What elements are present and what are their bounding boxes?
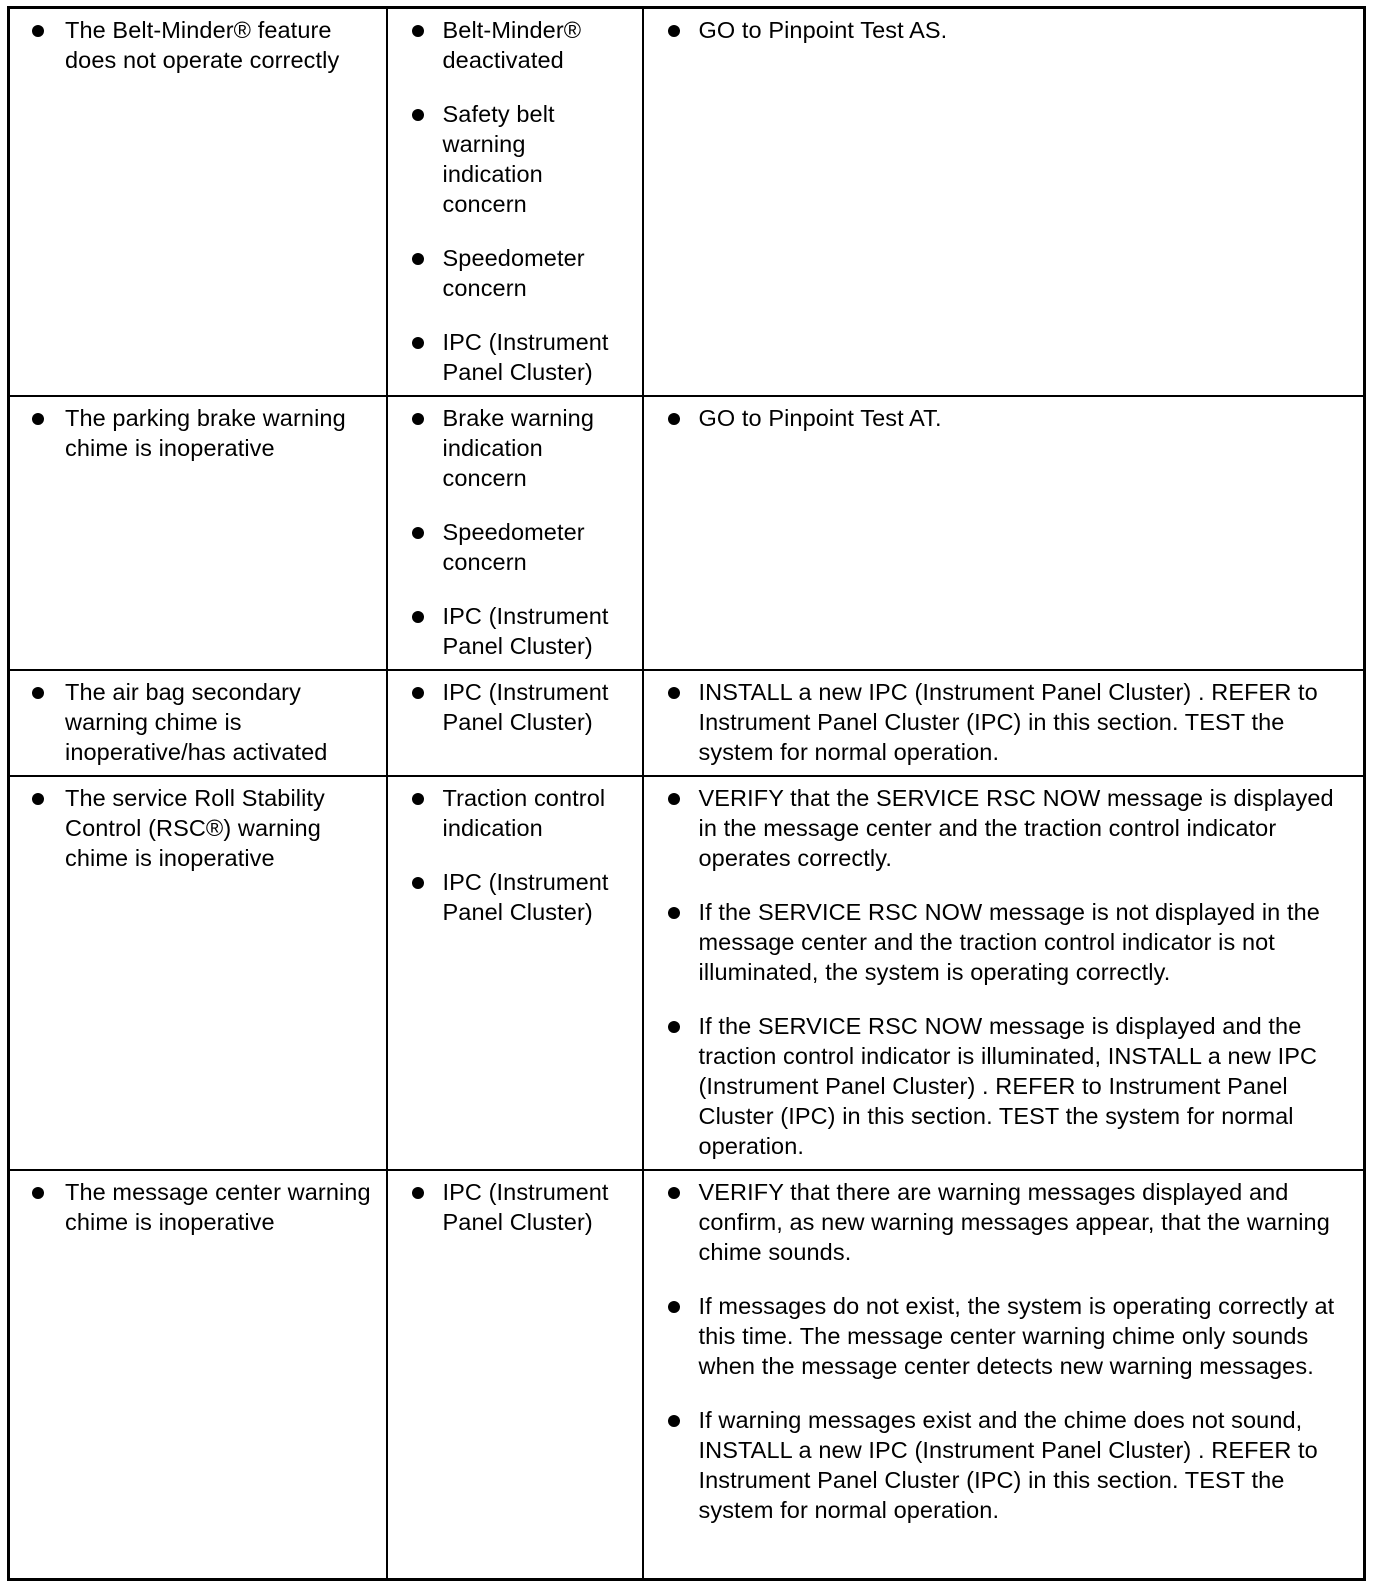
list-item-text: IPC (Instrument Panel Cluster) bbox=[442, 1179, 609, 1235]
list-item bbox=[388, 15, 632, 75]
bullet-icon bbox=[412, 337, 424, 349]
list-item-text: The service Roll Stability Control (RSC®) warning chime is inoperative bbox=[65, 785, 325, 871]
bullet-icon bbox=[668, 413, 680, 425]
bullet-list bbox=[388, 783, 632, 927]
action-cell bbox=[643, 1170, 1365, 1580]
bullet-list bbox=[10, 403, 376, 463]
bullet-icon bbox=[668, 793, 680, 805]
list-item-text: IPC (Instrument Panel Cluster) bbox=[442, 869, 609, 925]
bullet-icon bbox=[668, 1021, 680, 1033]
bullet-list bbox=[388, 677, 632, 737]
list-item bbox=[388, 99, 632, 219]
list-item-text: The parking brake warning chime is inoperative bbox=[65, 405, 346, 461]
list-item bbox=[644, 677, 1354, 767]
bullet-icon bbox=[668, 687, 680, 699]
bullet-icon bbox=[412, 793, 424, 805]
list-item bbox=[388, 1177, 632, 1237]
list-item-text: Speedometer concern bbox=[442, 245, 585, 301]
condition-cell bbox=[9, 396, 387, 670]
list-item bbox=[388, 243, 632, 303]
list-item-text: If the SERVICE RSC NOW message is not displayed in the message center and the traction control indicator is not illuminated, the system is operating correctly. bbox=[698, 899, 1320, 985]
condition-cell bbox=[9, 670, 387, 776]
table-row bbox=[9, 396, 1365, 670]
possible-source-cell bbox=[387, 396, 643, 670]
list-item-text: Belt-Minder® deactivated bbox=[442, 17, 582, 73]
list-item bbox=[388, 867, 632, 927]
bullet-icon bbox=[668, 1301, 680, 1313]
bullet-list bbox=[644, 403, 1354, 433]
bullet-icon bbox=[668, 1415, 680, 1427]
bullet-icon bbox=[32, 793, 44, 805]
table-row bbox=[9, 8, 1365, 397]
diagnostic-table bbox=[7, 6, 1366, 1581]
list-item-text: IPC (Instrument Panel Cluster) bbox=[442, 679, 609, 735]
possible-source-cell bbox=[387, 8, 643, 397]
list-item bbox=[388, 403, 632, 493]
list-item bbox=[10, 783, 376, 873]
list-item-text: Speedometer concern bbox=[442, 519, 585, 575]
bullet-icon bbox=[412, 109, 424, 121]
bullet-icon bbox=[668, 907, 680, 919]
list-item bbox=[644, 1177, 1354, 1267]
bullet-list bbox=[644, 677, 1354, 767]
list-item bbox=[10, 677, 376, 767]
list-item-text: IPC (Instrument Panel Cluster) bbox=[442, 603, 609, 659]
table-row bbox=[9, 1170, 1365, 1580]
bullet-icon bbox=[668, 25, 680, 37]
possible-source-cell bbox=[387, 1170, 643, 1580]
bullet-icon bbox=[32, 25, 44, 37]
bullet-icon bbox=[412, 253, 424, 265]
bullet-icon bbox=[412, 687, 424, 699]
bullet-icon bbox=[412, 25, 424, 37]
list-item-text: If messages do not exist, the system is operating correctly at this time. The message center warning chime only sounds when the message center detects new warning messages. bbox=[698, 1293, 1335, 1379]
bullet-icon bbox=[412, 527, 424, 539]
action-cell bbox=[643, 776, 1365, 1170]
list-item bbox=[644, 403, 1354, 433]
condition-cell bbox=[9, 776, 387, 1170]
action-cell bbox=[643, 670, 1365, 776]
bullet-icon bbox=[412, 413, 424, 425]
list-item-text: The message center warning chime is inoperative bbox=[65, 1179, 371, 1235]
list-item-text: GO to Pinpoint Test AS. bbox=[698, 17, 948, 43]
bullet-list bbox=[388, 15, 632, 387]
list-item bbox=[644, 1011, 1354, 1161]
list-item bbox=[644, 1291, 1354, 1381]
list-item bbox=[10, 403, 376, 463]
list-item-text: Brake warning indication concern bbox=[442, 405, 595, 491]
list-item-text: VERIFY that there are warning messages displayed and confirm, as new warning messages appear, that the warning chime sounds. bbox=[698, 1179, 1330, 1265]
condition-cell bbox=[9, 1170, 387, 1580]
action-cell bbox=[643, 8, 1365, 397]
list-item bbox=[388, 327, 632, 387]
bullet-list bbox=[644, 1177, 1354, 1525]
list-item-text: If the SERVICE RSC NOW message is displayed and the traction control indicator is illuminated, INSTALL a new IPC (Instrument Panel Cluster) . REFER to Instrument Panel Cluster (IPC) in this section. TEST the system for normal operation. bbox=[698, 1013, 1318, 1159]
table-row bbox=[9, 776, 1365, 1170]
bullet-list bbox=[10, 1177, 376, 1237]
list-item-text: The Belt-Minder® feature does not operate correctly bbox=[65, 17, 340, 73]
list-item bbox=[388, 783, 632, 843]
action-cell bbox=[643, 396, 1365, 670]
bullet-list bbox=[10, 15, 376, 75]
bullet-icon bbox=[32, 1187, 44, 1199]
bullet-icon bbox=[32, 413, 44, 425]
bullet-icon bbox=[32, 687, 44, 699]
list-item-text: Traction control indication bbox=[442, 785, 606, 841]
possible-source-cell bbox=[387, 670, 643, 776]
condition-cell bbox=[9, 8, 387, 397]
bullet-list bbox=[10, 677, 376, 767]
list-item-text: GO to Pinpoint Test AT. bbox=[698, 405, 942, 431]
table-row bbox=[9, 670, 1365, 776]
diagnostic-table-body bbox=[9, 8, 1365, 1580]
list-item-text: VERIFY that the SERVICE RSC NOW message is displayed in the message center and the traction control indicator operates correctly. bbox=[698, 785, 1334, 871]
list-item-text: IPC (Instrument Panel Cluster) bbox=[442, 329, 609, 385]
possible-source-cell bbox=[387, 776, 643, 1170]
list-item bbox=[388, 677, 632, 737]
bullet-list bbox=[644, 783, 1354, 1161]
list-item bbox=[644, 783, 1354, 873]
bullet-list bbox=[388, 403, 632, 661]
list-item-text: If warning messages exist and the chime does not sound, INSTALL a new IPC (Instrument Panel Cluster) . REFER to Instrument Panel Cluster (IPC) in this section. TEST the system for normal operation. bbox=[698, 1407, 1318, 1523]
list-item bbox=[644, 897, 1354, 987]
bullet-list bbox=[388, 1177, 632, 1237]
bullet-icon bbox=[412, 877, 424, 889]
list-item bbox=[644, 15, 1354, 45]
bullet-icon bbox=[668, 1187, 680, 1199]
bullet-list bbox=[644, 15, 1354, 45]
bullet-list bbox=[10, 783, 376, 873]
list-item bbox=[644, 1405, 1354, 1525]
list-item-text: INSTALL a new IPC (Instrument Panel Cluster) . REFER to Instrument Panel Cluster (IPC) in this section. TEST the system for normal operation. bbox=[698, 679, 1318, 765]
list-item bbox=[388, 601, 632, 661]
bullet-icon bbox=[412, 611, 424, 623]
list-item bbox=[388, 517, 632, 577]
list-item-text: The air bag secondary warning chime is inoperative/has activated bbox=[65, 679, 328, 765]
bullet-icon bbox=[412, 1187, 424, 1199]
list-item-text: Safety belt warning indication concern bbox=[442, 101, 555, 217]
list-item bbox=[10, 1177, 376, 1237]
list-item bbox=[10, 15, 376, 75]
